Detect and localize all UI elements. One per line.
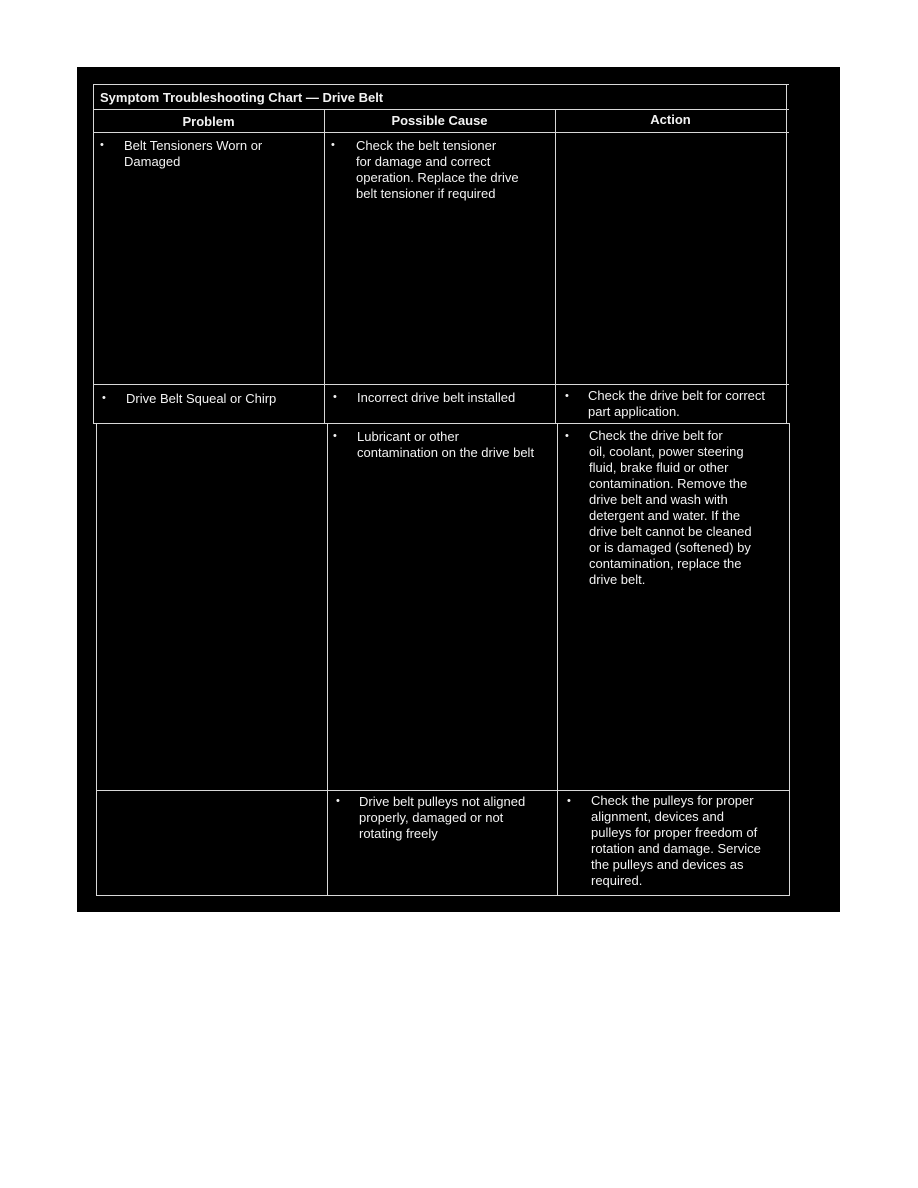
row2-problem: Drive Belt Squeal or Chirp: [126, 391, 277, 406]
row1-cause: Check the belt tensioner for damage and correct operation. Replace the drive belt tensioner if required: [356, 138, 519, 201]
table-border-bottom: [96, 895, 789, 896]
row2-action: Check the drive belt for correct part application.: [588, 388, 766, 419]
column-divider-2-lower: [557, 423, 558, 896]
table-title: Symptom Troubleshooting Chart — Drive Belt: [100, 90, 384, 105]
title-divider: [93, 109, 789, 110]
header-possible-cause: Possible Cause: [391, 113, 488, 128]
header-problem: Problem: [182, 114, 235, 129]
row3-action: Check the drive belt for oil, coolant, power steering fluid, brake fluid or other contamination. Remove the drive belt and wash with detergent and water. If the drive belt cannot be cleaned or is damaged (softened) by contamination, replace the drive belt.: [589, 428, 752, 587]
bullet-icon: •: [100, 139, 104, 151]
scanned-page: [77, 67, 840, 912]
row2-cause: Incorrect drive belt installed: [357, 390, 516, 405]
row1-problem: Belt Tensioners Worn or Damaged: [124, 138, 263, 169]
bullet-icon: •: [102, 392, 106, 404]
table-border-left: [93, 84, 94, 423]
bullet-icon: •: [333, 430, 337, 442]
bullet-icon: •: [333, 391, 337, 403]
row-divider-1: [93, 384, 789, 385]
row3-cause: Lubricant or other contamination on the drive belt: [357, 429, 535, 460]
table-border-right: [786, 84, 787, 423]
row4-cause: Drive belt pulleys not aligned properly, damaged or not rotating freely: [359, 794, 526, 841]
header-divider: [93, 132, 789, 133]
bullet-icon: •: [565, 430, 569, 442]
table-border-right-lower: [789, 423, 790, 896]
row-divider-3: [96, 790, 789, 791]
bullet-icon: •: [336, 795, 340, 807]
bullet-icon: •: [331, 139, 335, 151]
bullet-icon: •: [565, 390, 569, 402]
table-border-left-lower: [96, 423, 97, 896]
row4-action: Check the pulleys for proper alignment, devices and pulleys for proper freedom of rotation and damage. Service the pulleys and devices as required.: [591, 793, 761, 888]
header-action: Action: [650, 112, 691, 127]
bullet-icon: •: [567, 795, 571, 807]
row-divider-2: [93, 423, 789, 424]
column-divider-2: [555, 109, 556, 423]
column-divider-1-lower: [327, 423, 328, 896]
troubleshooting-table: [93, 84, 789, 896]
table-border-top: [93, 84, 789, 85]
column-divider-1: [324, 109, 325, 423]
